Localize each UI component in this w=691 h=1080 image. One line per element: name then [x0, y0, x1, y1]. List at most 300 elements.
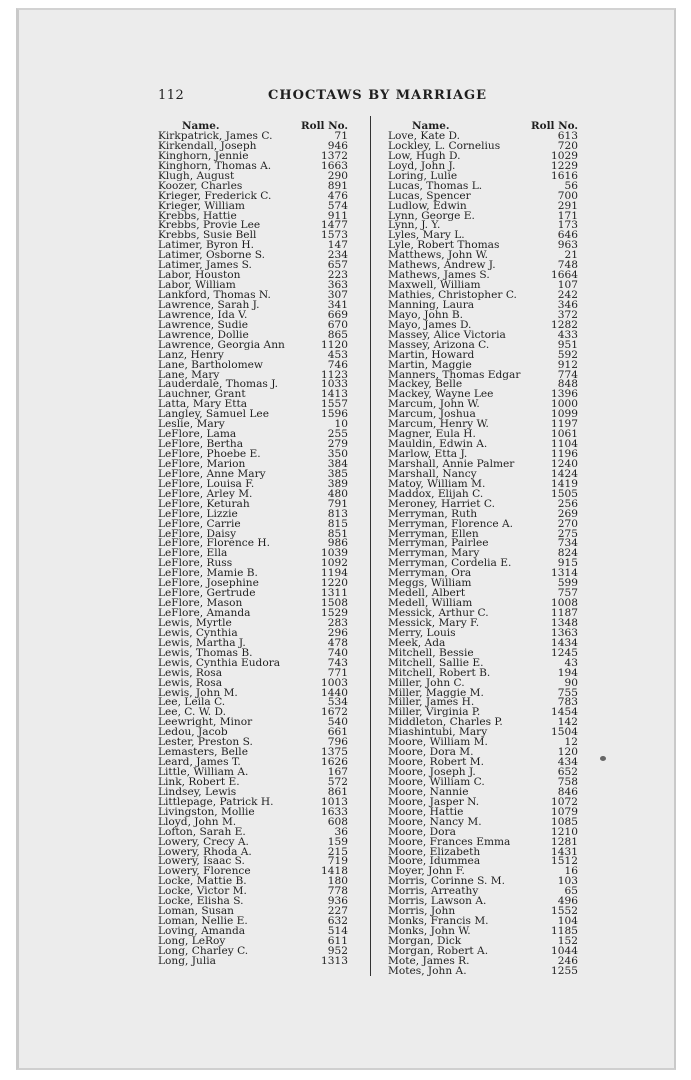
entry-name: Mitchell, Bessie — [388, 646, 474, 659]
entry-roll-number: 758 — [557, 775, 578, 788]
entry-roll-number: 1003 — [321, 676, 348, 689]
entry-roll-number: 1454 — [551, 706, 578, 719]
entry-name: Krebbs, Hattie — [158, 209, 237, 222]
roll-header: Roll No. — [301, 120, 348, 132]
entry-name: Ledou, Jacob — [158, 726, 228, 739]
entry-roll-number: 1431 — [551, 845, 578, 858]
entry-roll-number: 1079 — [551, 805, 578, 818]
entry-roll-number: 291 — [557, 199, 578, 212]
entry-roll-number: 1313 — [321, 954, 348, 967]
entry-roll-number: 574 — [327, 199, 348, 212]
entry-name: Moore, Robert M. — [388, 756, 484, 769]
entry-name: Latimer, Byron H. — [158, 239, 254, 252]
entry-name: Moore, Elizabeth — [388, 845, 481, 858]
entry-name: Lewis, Thomas B. — [158, 646, 253, 659]
entry-name: Mathies, Christopher C. — [388, 289, 517, 301]
entry-roll-number: 632 — [327, 915, 348, 928]
entry-roll-number: 107 — [557, 279, 578, 292]
entry-roll-number: 1245 — [551, 646, 578, 659]
entry-roll-number: 1552 — [551, 905, 578, 918]
entry-roll-number: 1099 — [551, 408, 578, 421]
entry-roll-number: 1197 — [551, 418, 578, 431]
entry-roll-number: 242 — [557, 289, 578, 301]
entry-roll-number: 1616 — [551, 169, 578, 182]
entry-name: LeFlore, Amanda — [158, 607, 251, 619]
entry-name: Morris, Arreathy — [388, 885, 479, 898]
entry-name: Maxwell, William — [388, 279, 481, 292]
entry-name: Morris, John — [388, 905, 456, 918]
entry-roll-number: 434 — [557, 756, 578, 769]
entry-roll-number: 142 — [557, 716, 578, 729]
entry-roll-number: 246 — [557, 954, 578, 967]
entry-name: Merryman, Cordelia E. — [388, 557, 512, 570]
entry-name: Miller, James H. — [388, 696, 475, 709]
entry-name: Matthews, John W. — [388, 249, 489, 262]
entry-roll-number: 1072 — [551, 795, 578, 808]
entry-name: LeFlore, Josephine — [158, 577, 259, 590]
entry-name: Krebbs, Provie Lee — [158, 219, 261, 232]
entry-roll-number: 963 — [557, 239, 578, 252]
entry-roll-number: 10 — [334, 418, 348, 431]
entry-name: Messick, Arthur C. — [388, 607, 489, 619]
entry-roll-number: 65 — [564, 885, 578, 898]
entry-name: LeFlore, Mamie B. — [158, 567, 258, 580]
entry-name: LeFlore, Arley M. — [158, 487, 253, 500]
entry-roll-number: 1477 — [321, 219, 348, 232]
entry-roll-number: 171 — [557, 209, 578, 222]
entry-roll-number: 740 — [327, 646, 348, 659]
entry-roll-number: 652 — [557, 766, 578, 778]
entry-roll-number: 778 — [327, 885, 348, 898]
entry-name: Lewis, Cynthia Eudora — [158, 656, 281, 669]
entry-roll-number: 1000 — [551, 398, 578, 411]
entry-name: Lewis, Myrtle — [158, 616, 232, 629]
entry-name: Loman, Susan — [158, 905, 234, 918]
entry-roll-number: 152 — [557, 934, 578, 947]
entry-roll-number: 815 — [327, 517, 348, 530]
entry-name: Lawrence, Dollie — [158, 328, 249, 341]
entry-roll-number: 1104 — [551, 438, 578, 451]
entry-roll-number: 1123 — [321, 368, 348, 381]
entry-roll-number: 534 — [327, 696, 348, 709]
entry-roll-number: 363 — [327, 279, 348, 292]
entry-roll-number: 1039 — [321, 547, 348, 560]
entry-name: Moore, Nancy M. — [388, 815, 482, 828]
entry-name: LeFlore, Russ — [158, 557, 233, 570]
entry-roll-number: 1440 — [321, 686, 348, 699]
entry-roll-number: 120 — [557, 746, 578, 759]
entry-roll-number: 476 — [327, 189, 348, 202]
entry-name: Lewis, Martha J. — [158, 636, 246, 649]
entry-roll-number: 290 — [327, 169, 348, 182]
entry-roll-number: 700 — [557, 189, 578, 202]
entry-roll-number: 1557 — [321, 398, 348, 411]
entry-roll-number: 646 — [557, 229, 578, 242]
entry-name: Littlepage, Patrick H. — [158, 795, 274, 808]
entry-roll-number: 743 — [327, 656, 348, 669]
entry-name: LeFlore, Bertha — [158, 438, 244, 451]
entry-roll-number: 1255 — [551, 964, 578, 977]
entry-roll-number: 1596 — [321, 408, 348, 421]
entry-name: Lawrence, Sudie — [158, 318, 249, 331]
entry-name: Lindsey, Lewis — [158, 785, 237, 798]
entry-row — [388, 964, 578, 977]
entry-name: Lucas, Thomas L. — [388, 179, 483, 192]
entry-name: Merryman, Florence A. — [388, 517, 514, 530]
entry-name: Moore, Dora M. — [388, 746, 474, 759]
entry-name: LeFlore, Florence H. — [158, 537, 270, 550]
entry-name: LeFlore, Gertrude — [158, 587, 256, 600]
entry-name: Morris, Lawson A. — [388, 895, 487, 908]
entry-roll-number: 147 — [327, 239, 348, 252]
entry-roll-number: 453 — [327, 348, 348, 361]
entry-name: Miashintubi, Mary — [388, 726, 488, 739]
entry-roll-number: 350 — [327, 448, 348, 460]
entry-roll-number: 946 — [327, 139, 348, 152]
entry-roll-number: 478 — [327, 636, 348, 649]
entry-name: Morris, Corinne S. M. — [388, 875, 505, 888]
entry-roll-number: 307 — [327, 289, 348, 301]
entry-name: LeFlore, Daisy — [158, 527, 237, 540]
entry-name: Latimer, James S. — [158, 259, 252, 272]
entry-name: Medell, William — [388, 597, 473, 610]
entry-name: Miller, Virginia P. — [388, 706, 481, 719]
entry-roll-number: 1573 — [321, 229, 348, 242]
entry-roll-number: 296 — [327, 626, 348, 639]
entry-roll-number: 1626 — [321, 756, 348, 769]
entry-name: Mackey, Wayne Lee — [388, 388, 494, 401]
entry-name: Moore, Jasper N. — [388, 795, 480, 808]
entry-name: Meggs, William — [388, 577, 472, 590]
entry-name: Mayo, John B. — [388, 308, 464, 321]
entry-name: Monks, John W. — [388, 925, 471, 937]
entry-name: Lanz, Henry — [158, 348, 224, 361]
entry-roll-number: 1663 — [321, 159, 348, 172]
entry-name: Leslie, Mary — [158, 418, 225, 431]
entry-roll-number: 936 — [327, 895, 348, 908]
entry-roll-number: 1185 — [551, 925, 578, 937]
entry-roll-number: 951 — [557, 338, 578, 351]
entry-name: Lowery, Crecy A. — [158, 835, 249, 848]
entry-name: Klugh, August — [158, 169, 235, 182]
entry-name: Merryman, Ora — [388, 567, 472, 580]
entry-roll-number: 613 — [557, 130, 578, 142]
entry-roll-number: 824 — [557, 547, 578, 560]
entry-roll-number: 611 — [327, 934, 348, 947]
entry-roll-number: 384 — [327, 457, 348, 470]
entry-name: Lofton, Sarah E. — [158, 825, 246, 838]
entry-name: Moore, Dora — [388, 825, 456, 838]
entry-name: Labor, William — [158, 279, 236, 292]
entry-roll-number: 180 — [327, 875, 348, 888]
entry-roll-number: 783 — [557, 696, 578, 709]
entry-roll-number: 1529 — [321, 607, 348, 619]
entry-roll-number: 341 — [327, 298, 348, 311]
entry-roll-number: 657 — [327, 259, 348, 272]
entry-name: Moore, Frances Emma — [388, 835, 511, 848]
entry-name: Koozer, Charles — [158, 179, 243, 192]
entry-name: Krieger, William — [158, 199, 245, 212]
entry-roll-number: 796 — [327, 736, 348, 749]
entry-name: LeFlore, Lama — [158, 428, 237, 441]
page-header — [158, 88, 578, 106]
entry-name: LeFlore, Carrie — [158, 517, 241, 530]
entry-name: Lane, Bartholomew — [158, 358, 263, 371]
entry-name: Lester, Preston S. — [158, 736, 253, 749]
entry-name: Langley, Samuel Lee — [158, 408, 269, 421]
entry-name: Low, Hugh D. — [388, 149, 461, 162]
entry-name: Lowery, Rhoda A. — [158, 845, 252, 858]
entry-roll-number: 1085 — [551, 815, 578, 828]
entry-roll-number: 952 — [327, 944, 348, 957]
entry-name: Mackey, Belle — [388, 378, 463, 391]
entry-name: LeFlore, Louisa F. — [158, 477, 255, 490]
entry-name: Kinghorn, Jennie — [158, 149, 249, 162]
entry-roll-number: 1375 — [321, 746, 348, 759]
entry-roll-number: 813 — [327, 507, 348, 520]
entry-name: Massey, Alice Victoria — [388, 328, 506, 341]
entry-name: Magner, Eula H. — [388, 428, 476, 441]
entry-name: Motes, John A. — [388, 964, 467, 977]
entry-roll-number: 540 — [327, 716, 348, 729]
entry-name: Lyles, Mary L. — [388, 229, 465, 242]
entry-name: Love, Kate D. — [388, 130, 461, 142]
entry-roll-number: 1044 — [551, 944, 578, 957]
page-title: CHOCTAWS BY MARRIAGE — [268, 88, 488, 103]
entry-name: Martin, Howard — [388, 348, 475, 361]
entry-roll-number: 43 — [564, 656, 578, 669]
entry-name: Lawrence, Georgia Ann — [158, 338, 285, 351]
entry-roll-number: 104 — [557, 915, 578, 928]
entry-name: Lane, Mary — [158, 368, 220, 381]
entry-name: Monks, Francis M. — [388, 915, 489, 928]
entry-roll-number: 167 — [327, 766, 348, 778]
entry-roll-number: 846 — [557, 785, 578, 798]
entry-name: Manners, Thomas Edgar — [388, 368, 521, 381]
entry-roll-number: 1413 — [321, 388, 348, 401]
entry-roll-number: 1396 — [551, 388, 578, 401]
entry-roll-number: 1372 — [321, 149, 348, 162]
entry-name: Leewright, Minor — [158, 716, 253, 729]
entry-name: Little, William A. — [158, 766, 249, 778]
entry-roll-number: 1210 — [551, 825, 578, 838]
entry-roll-number: 757 — [557, 587, 578, 600]
entry-name: Locke, Elisha S. — [158, 895, 244, 908]
entry-name: Marshall, Annie Palmer — [388, 457, 515, 470]
entry-name: Kinghorn, Thomas A. — [158, 159, 272, 172]
entry-name: Lee, Leila C. — [158, 696, 226, 709]
entry-name: Meek, Ada — [388, 636, 446, 649]
entry-roll-number: 986 — [327, 537, 348, 550]
entry-name: Maddox, Elijah C. — [388, 487, 484, 500]
entry-name: LeFlore, Mason — [158, 597, 243, 610]
entry-name: Merry, Louis — [388, 626, 456, 639]
entry-roll-number: 36 — [334, 825, 348, 838]
entry-roll-number: 480 — [327, 487, 348, 500]
entry-name: Mitchell, Robert B. — [388, 666, 491, 679]
entry-name: Moore, Joseph J. — [388, 766, 476, 778]
page-number: 112 — [158, 88, 185, 103]
entry-roll-number: 774 — [557, 368, 578, 381]
entry-name: Lowery, Florence — [158, 865, 251, 878]
entry-roll-number: 1348 — [551, 616, 578, 629]
entry-row — [158, 954, 348, 967]
entry-roll-number: 912 — [557, 358, 578, 371]
entry-name: Lynn, George E. — [388, 209, 475, 222]
entry-name: Lawrence, Sarah J. — [158, 298, 260, 311]
entry-roll-number: 848 — [557, 378, 578, 391]
entry-name: Link, Robert E. — [158, 775, 240, 788]
entry-roll-number: 911 — [327, 209, 348, 222]
entry-roll-number: 1187 — [551, 607, 578, 619]
entry-name: Lee, C. W. D. — [158, 706, 227, 719]
entry-roll-number: 1196 — [551, 448, 578, 460]
entry-roll-number: 12 — [564, 736, 578, 749]
entry-roll-number: 1504 — [551, 726, 578, 739]
entry-roll-number: 194 — [557, 666, 578, 679]
entry-name: LeFlore, Anne Mary — [158, 467, 266, 480]
entry-name: Moore, Hattie — [388, 805, 464, 818]
entry-roll-number: 1229 — [551, 159, 578, 172]
entry-roll-number: 16 — [564, 865, 578, 878]
entry-roll-number: 720 — [557, 139, 578, 152]
entry-roll-number: 661 — [327, 726, 348, 739]
entry-name: Merryman, Mary — [388, 547, 480, 560]
entry-roll-number: 372 — [557, 308, 578, 321]
entry-roll-number: 1363 — [551, 626, 578, 639]
entry-roll-number: 269 — [557, 507, 578, 520]
entry-name: Lowery, Isaac S. — [158, 855, 245, 868]
entry-name: Lewis, John M. — [158, 686, 238, 699]
entry-name: Martin, Maggie — [388, 358, 472, 371]
entry-roll-number: 592 — [557, 348, 578, 361]
entry-roll-number: 256 — [557, 497, 578, 510]
entry-name: Lucas, Spencer — [388, 189, 471, 202]
entry-roll-number: 1282 — [551, 318, 578, 331]
entry-roll-number: 1418 — [321, 865, 348, 878]
entry-roll-number: 283 — [327, 616, 348, 629]
entry-roll-number: 1311 — [321, 587, 348, 600]
right-column — [388, 122, 578, 977]
entry-roll-number: 572 — [327, 775, 348, 788]
entry-roll-number: 608 — [327, 815, 348, 828]
entry-roll-number: 1033 — [321, 378, 348, 391]
entry-roll-number: 71 — [334, 130, 348, 142]
entry-name: Kirkendall, Joseph — [158, 139, 257, 152]
entry-name: Lauderdale, Thomas J. — [158, 378, 279, 391]
entry-roll-number: 1240 — [551, 457, 578, 470]
entry-name: Loman, Nellie E. — [158, 915, 248, 928]
entry-roll-number: 861 — [327, 785, 348, 798]
entry-name: Meroney, Harriet C. — [388, 497, 496, 510]
entry-roll-number: 891 — [327, 179, 348, 192]
left-column — [158, 122, 348, 967]
entry-roll-number: 389 — [327, 477, 348, 490]
entry-roll-number: 1029 — [551, 149, 578, 162]
entry-name: Marcum, Joshua — [388, 408, 476, 421]
entry-roll-number: 1220 — [321, 577, 348, 590]
entry-name: Long, Julia — [158, 954, 216, 967]
entry-name: Latta, Mary Etta — [158, 398, 248, 411]
entry-name: Matoy, William M. — [388, 477, 486, 490]
entry-name: Loving, Amanda — [158, 925, 246, 937]
entry-roll-number: 514 — [327, 925, 348, 937]
entry-name: Moore, Idummea — [388, 855, 481, 868]
entry-name: Mathews, Andrew J. — [388, 259, 496, 272]
entry-roll-number: 56 — [564, 179, 578, 192]
entry-name: Lewis, Cynthia — [158, 626, 238, 639]
entry-roll-number: 1092 — [321, 557, 348, 570]
entry-roll-number: 1061 — [551, 428, 578, 441]
entry-name: Lloyd, John M. — [158, 815, 237, 828]
entry-name: Merryman, Pairlee — [388, 537, 489, 550]
entry-name: Marlow, Etta J. — [388, 448, 468, 460]
entry-name: Ludlow, Edwin — [388, 199, 467, 212]
entry-name: Locke, Victor M. — [158, 885, 247, 898]
entry-name: Miller, John C. — [388, 676, 465, 689]
entry-name: Moore, Nannie — [388, 785, 469, 798]
entry-name: Merryman, Ruth — [388, 507, 478, 520]
entry-name: Lawrence, Ida V. — [158, 308, 248, 321]
entry-name: Loring, Lulie — [388, 169, 458, 182]
entry-name: Moore, William C. — [388, 775, 485, 788]
entry-name: Long, Charley C. — [158, 944, 249, 957]
entry-roll-number: 103 — [557, 875, 578, 888]
entry-name: Moyer, John F. — [388, 865, 465, 878]
entry-name: Locke, Mattie B. — [158, 875, 247, 888]
entry-name: LeFlore, Marion — [158, 457, 246, 470]
entry-roll-number: 748 — [557, 259, 578, 272]
entry-name: Marcum, John W. — [388, 398, 480, 411]
entry-name: Mote, James R. — [388, 954, 470, 967]
entry-roll-number: 433 — [557, 328, 578, 341]
entry-roll-number: 1664 — [551, 269, 578, 282]
entry-roll-number: 346 — [557, 298, 578, 311]
entry-name: Middleton, Charles P. — [388, 716, 503, 729]
entry-roll-number: 1281 — [551, 835, 578, 848]
entry-roll-number: 255 — [327, 428, 348, 441]
entry-name: Mathews, James S. — [388, 269, 490, 282]
entry-name: Morgan, Robert A. — [388, 944, 489, 957]
entry-roll-number: 496 — [557, 895, 578, 908]
entry-roll-number: 1505 — [551, 487, 578, 500]
entry-name: Loyd, John J. — [388, 159, 456, 172]
entry-roll-number: 1013 — [321, 795, 348, 808]
entry-roll-number: 1672 — [321, 706, 348, 719]
entry-name: Krebbs, Susie Bell — [158, 229, 257, 242]
entry-name: Marcum, Henry W. — [388, 418, 489, 431]
entry-roll-number: 851 — [327, 527, 348, 540]
entry-roll-number: 1633 — [321, 805, 348, 818]
entry-roll-number: 173 — [557, 219, 578, 232]
entry-roll-number: 215 — [327, 845, 348, 858]
entry-roll-number: 1008 — [551, 597, 578, 610]
entry-name: Lauchner, Grant — [158, 388, 246, 401]
entry-roll-number: 791 — [327, 497, 348, 510]
right-entries — [388, 132, 578, 977]
entry-name: Labor, Houston — [158, 269, 241, 282]
entry-roll-number: 1194 — [321, 567, 348, 580]
entry-name: Massey, Arizona C. — [388, 338, 490, 351]
entry-name: Lemasters, Belle — [158, 746, 248, 759]
name-header: Name. — [182, 120, 220, 132]
entry-roll-number: 746 — [327, 358, 348, 371]
entry-name: Lyle, Robert Thomas — [388, 239, 500, 252]
stray-mark — [600, 756, 606, 761]
left-entries — [158, 132, 348, 967]
entry-roll-number: 159 — [327, 835, 348, 848]
entry-roll-number: 385 — [327, 467, 348, 480]
